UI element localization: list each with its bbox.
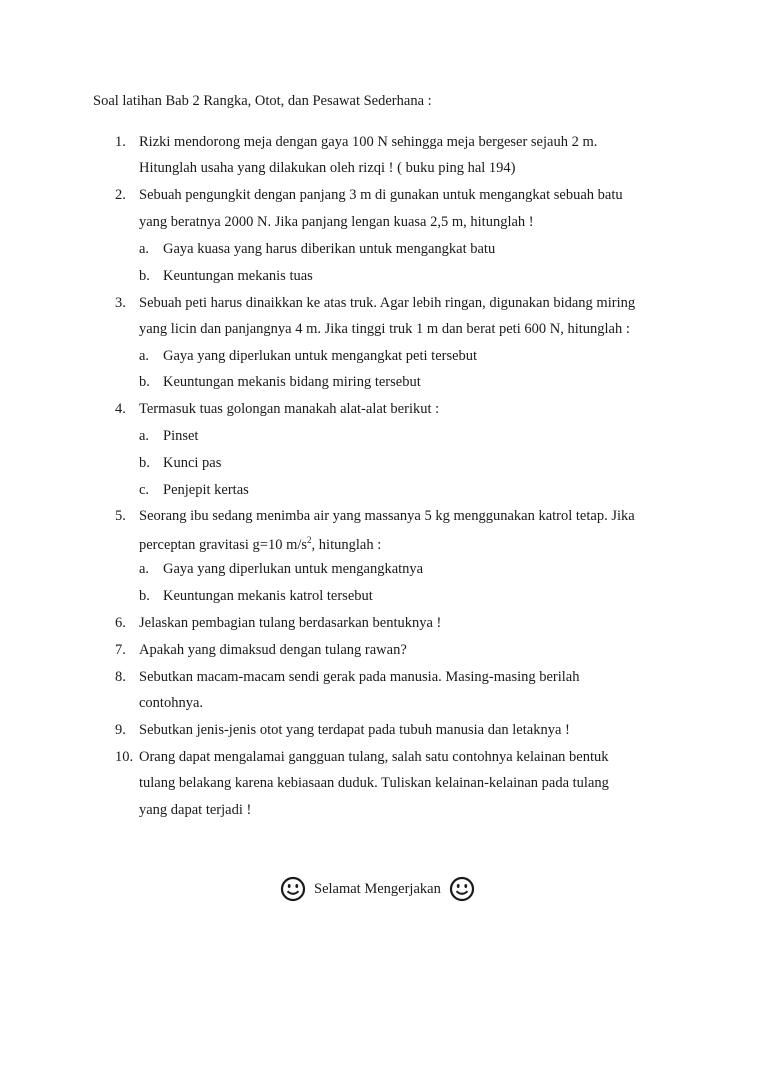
question-text: Rizki mendorong meja dengan gaya 100 N sehingga meja bergeser sejauh 2 m. <box>139 134 598 150</box>
question-number: 3. <box>115 295 126 311</box>
smiley-icon <box>449 876 475 902</box>
question-number: 2. <box>115 187 126 203</box>
sub-item-text: Keuntungan mekanis bidang miring tersebut <box>163 374 421 390</box>
sub-item-letter: a. <box>139 561 150 577</box>
sub-item-letter: b. <box>139 374 150 390</box>
sub-item-text: Kunci pas <box>163 455 222 471</box>
sub-item-letter: b. <box>139 588 150 604</box>
question-text: Termasuk tuas golongan manakah alat-alat berikut : <box>139 401 440 417</box>
superscript: 2 <box>307 535 312 545</box>
question-text: Jelaskan pembagian tulang berdasarkan bentuknya ! <box>139 615 442 631</box>
smiley-icon <box>280 876 306 902</box>
question-number: 4. <box>115 401 126 417</box>
question-text: Sebutkan jenis-jenis otot yang terdapat pada tubuh manusia dan letaknya ! <box>139 722 570 738</box>
footer-greeting <box>280 876 475 902</box>
sub-item-letter: b. <box>139 268 150 284</box>
question-text: Apakah yang dimaksud dengan tulang rawan? <box>139 642 407 658</box>
question-text: yang beratnya 2000 N. Jika panjang lengan kuasa 2,5 m, hitunglah ! <box>139 214 534 230</box>
sub-item-text: Pinset <box>163 428 199 444</box>
question-text-part: , hitunglah : <box>311 536 382 553</box>
question-text: Sebuah pengungkit dengan panjang 3 m di gunakan untuk mengangkat sebuah batu <box>139 187 623 203</box>
question-text: contohnya. <box>139 695 204 711</box>
question-text: tulang belakang karena kebiasaan duduk. Tuliskan kelainan-kelainan pada tulang <box>139 775 609 791</box>
question-number: 1. <box>115 134 126 150</box>
sub-item-text: Gaya kuasa yang harus diberikan untuk mengangkat batu <box>163 241 496 257</box>
footer-text: Selamat Mengerjakan <box>314 880 441 897</box>
question-text-with-superscript <box>139 535 381 554</box>
question-number: 10. <box>115 749 134 765</box>
document-title: Soal latihan Bab 2 Rangka, Otot, dan Pesawat Sederhana : <box>93 93 432 109</box>
question-text: Orang dapat mengalamai gangguan tulang, salah satu contohnya kelainan bentuk <box>139 749 609 765</box>
question-text: yang dapat terjadi ! <box>139 802 252 818</box>
sub-item-text: Gaya yang diperlukan untuk mengangkat peti tersebut <box>163 348 478 364</box>
question-number: 5. <box>115 508 126 524</box>
sub-item-letter: a. <box>139 348 150 364</box>
question-text: yang licin dan panjangnya 4 m. Jika tinggi truk 1 m dan berat peti 600 N, hitunglah : <box>139 321 630 337</box>
question-text: Sebuah peti harus dinaikkan ke atas truk. Agar lebih ringan, digunakan bidang miring <box>139 295 636 311</box>
sub-item-text: Gaya yang diperlukan untuk mengangkatnya <box>163 561 424 577</box>
sub-item-letter: c. <box>139 482 150 498</box>
sub-item-text: Keuntungan mekanis katrol tersebut <box>163 588 373 604</box>
question-number: 8. <box>115 669 126 685</box>
question-number: 9. <box>115 722 126 738</box>
question-text: Hitunglah usaha yang dilakukan oleh rizqi ! ( buku ping hal 194) <box>139 160 516 176</box>
sub-item-text: Penjepit kertas <box>163 482 249 498</box>
sub-item-letter: a. <box>139 428 150 444</box>
sub-item-letter: b. <box>139 455 150 471</box>
sub-item-letter: a. <box>139 241 150 257</box>
question-text: Seorang ibu sedang menimba air yang massanya 5 kg menggunakan katrol tetap. Jika <box>139 508 635 524</box>
sub-item-text: Keuntungan mekanis tuas <box>163 268 313 284</box>
question-text-part: perceptan gravitasi g=10 m/s <box>139 536 308 553</box>
question-number: 7. <box>115 642 126 658</box>
question-number: 6. <box>115 615 126 631</box>
question-text: Sebutkan macam-macam sendi gerak pada manusia. Masing-masing berilah <box>139 669 580 685</box>
